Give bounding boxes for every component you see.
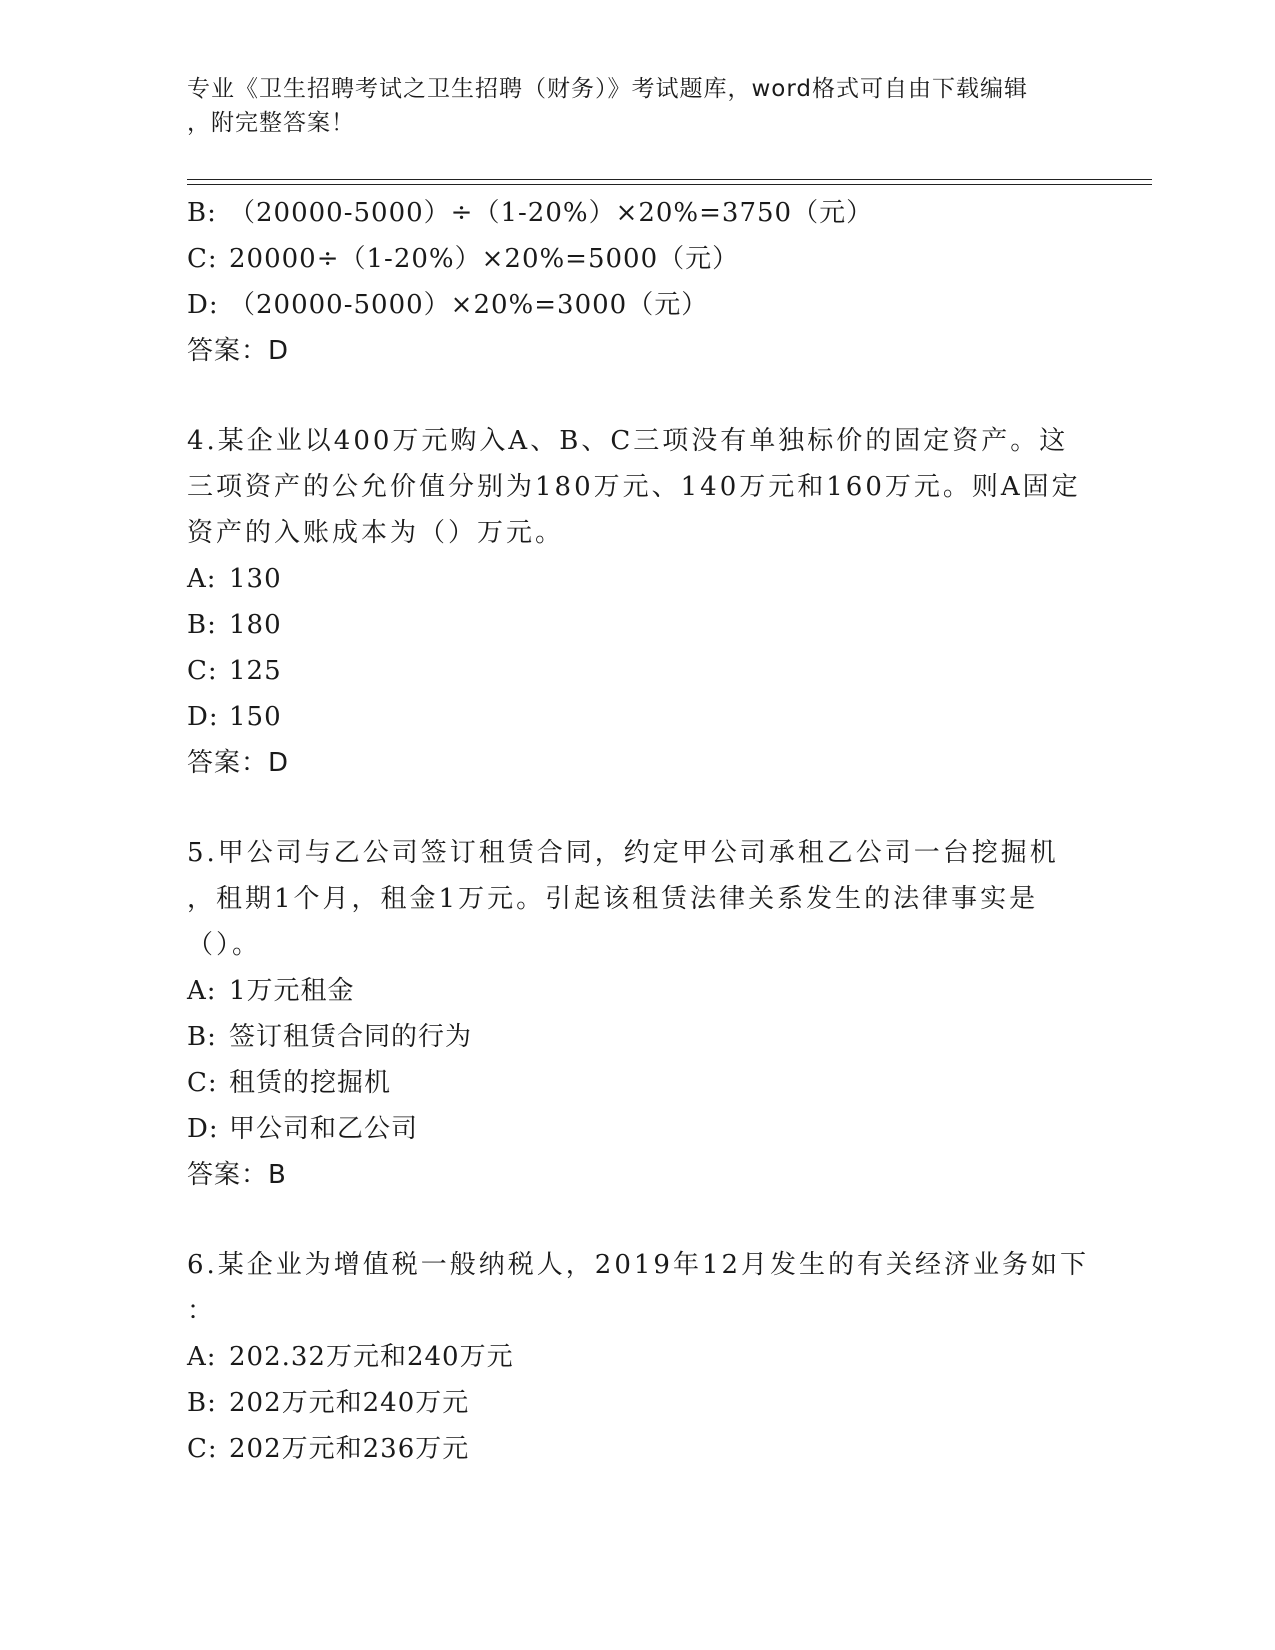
option-b: B: 180 [187, 610, 282, 640]
option-b: B: 202万元和240万元 [187, 1388, 470, 1418]
option-d: D: （20000-5000）×20%=3000（元） [187, 290, 709, 320]
question-5 [187, 830, 1087, 1198]
option-c: C: 租赁的挖掘机 [187, 1068, 392, 1098]
header-divider-bottom [187, 184, 1152, 185]
question-3 [187, 190, 1087, 374]
option-c: C: 20000÷（1-20%）×20%=5000（元） [187, 244, 740, 274]
question-stem-line: 6.某企业为增值税一般纳税人，2019年12月发生的有关经济业务如下 [187, 1250, 1090, 1280]
question-stem-line: 三项资产的公允价值分别为180万元、140万元和160万元。则A固定 [187, 472, 1081, 502]
header-line-2: ，附完整答案！ [187, 110, 355, 136]
option-c: C: 202万元和236万元 [187, 1434, 470, 1464]
question-6 [187, 1242, 1090, 1472]
question-stem-line: ： [187, 1296, 217, 1326]
question-stem-line: ，租期1个月，租金1万元。引起该租赁法律关系发生的法律事实是 [187, 884, 1039, 914]
answer: 答案：D [187, 748, 290, 778]
document-header [187, 72, 1087, 140]
question-stem-line: 4.某企业以400万元购入A、B、C三项没有单独标价的固定资产。这 [187, 426, 1069, 456]
question-stem-line: 5.甲公司与乙公司签订租赁合同，约定甲公司承租乙公司一台挖掘机 [187, 838, 1059, 868]
option-d: D: 甲公司和乙公司 [187, 1114, 419, 1144]
option-d: D: 150 [187, 702, 282, 732]
answer: 答案：D [187, 336, 290, 366]
option-c: C: 125 [187, 656, 282, 686]
header-divider-top [187, 179, 1152, 180]
question-4 [187, 418, 1087, 786]
question-list [187, 190, 1090, 1472]
header-line-1: 专业《卫生招聘考试之卫生招聘（财务）》考试题库，word格式可自由下载编辑 [187, 76, 1029, 102]
answer: 答案：B [187, 1160, 287, 1190]
option-b: B: 签订租赁合同的行为 [187, 1022, 473, 1052]
option-a: A: 130 [187, 564, 282, 594]
option-a: A: 1万元租金 [187, 976, 355, 1006]
question-stem-line: （）。 [187, 930, 262, 960]
option-a: A: 202.32万元和240万元 [187, 1342, 514, 1372]
question-stem-line: 资产的入账成本为（）万元。 [187, 518, 565, 548]
option-b: B: （20000-5000）÷（1-20%）×20%=3750（元） [187, 198, 874, 228]
